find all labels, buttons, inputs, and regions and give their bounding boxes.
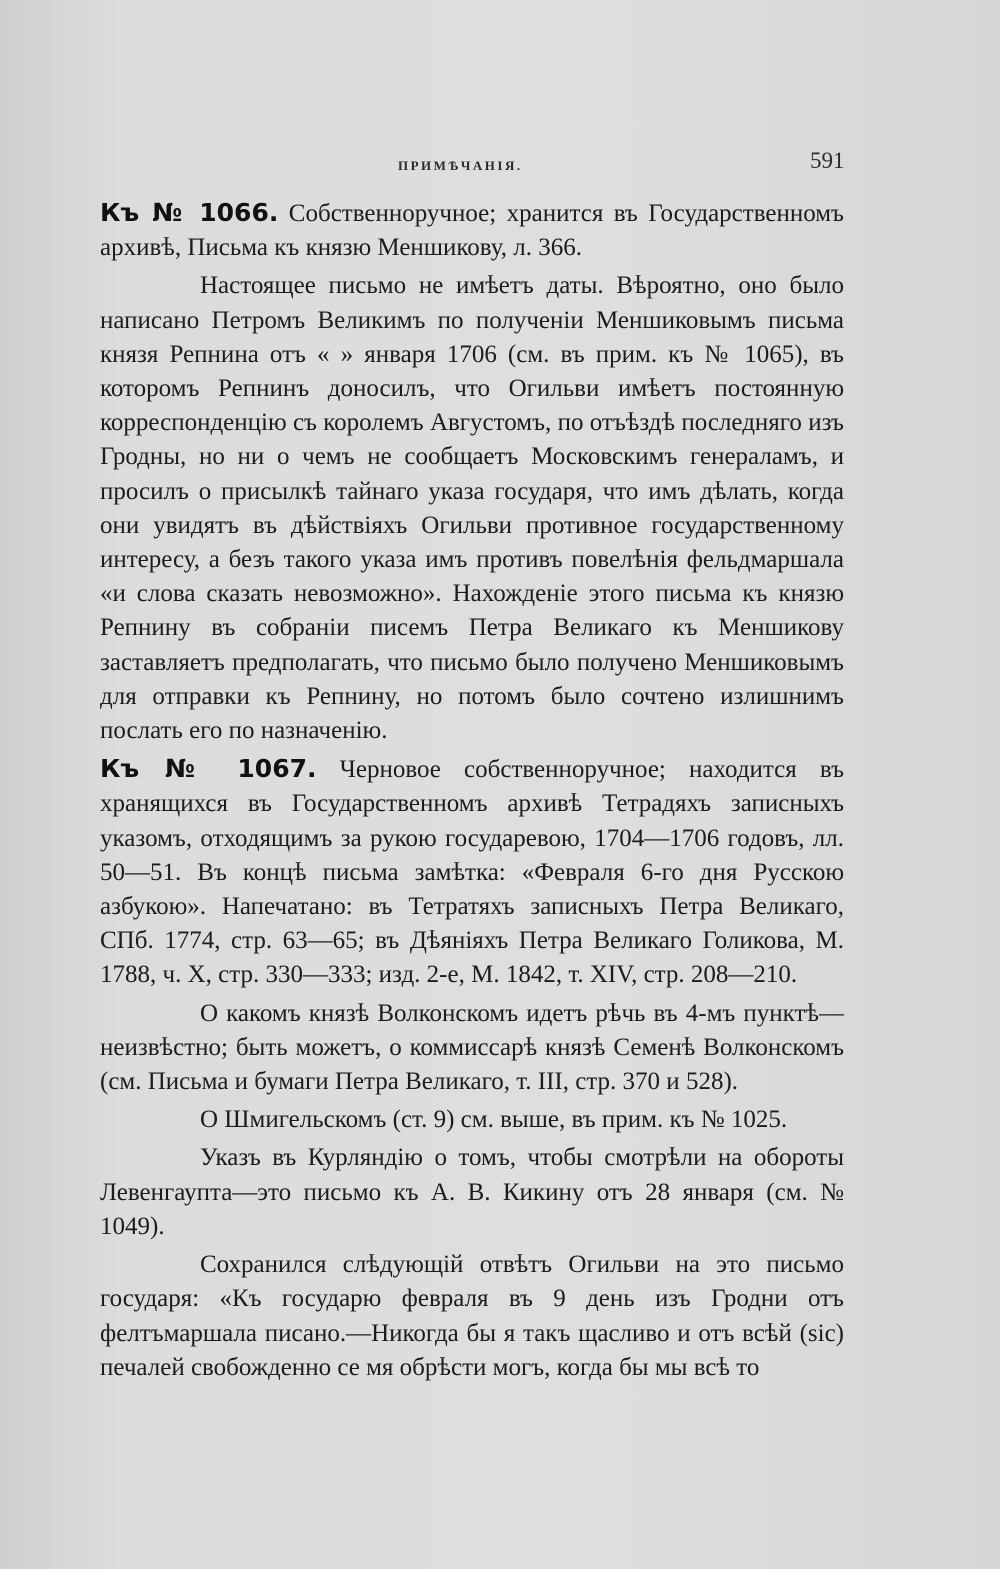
notes-body bbox=[100, 196, 844, 1385]
note-text-1066: Собственноручное; хранится въ Государственномъ архивѣ, Письма къ князю Меншикову, л. 366. bbox=[100, 200, 844, 262]
note-paragraph: Сохранился слѣдующій отвѣтъ Огильви на это письмо государя: «Къ государю февраля въ 9 день изъ Гродни отъ фелтъмаршала писано.—Никогда бы я такъ щасливо и отъ всѣй (sic) печалей свобожденно се мя обрѣсти могъ, когда бы мы всѣ то bbox=[100, 1251, 844, 1381]
note-entry-1067 bbox=[100, 752, 844, 992]
page-number: 591 bbox=[810, 148, 845, 173]
note-entry-1066 bbox=[100, 196, 844, 265]
note-label-1067: Къ № 1067. bbox=[100, 754, 317, 784]
note-paragraph: О Шмигельскомъ (ст. 9) см. выше, въ прим. къ № 1025. bbox=[200, 1106, 788, 1134]
note-label-1066: Къ № 1066. bbox=[100, 198, 279, 227]
running-header bbox=[0, 148, 1000, 178]
note-paragraph: О какомъ князѣ Волконскомъ идетъ рѣчь въ 4-мъ пунктѣ—неизвѣстно; быть можетъ, о коммиссарѣ князѣ Семенѣ Волконскомъ (см. Письма и бумаги Петра Великаго, т. III, стр. 370 и 528). bbox=[100, 999, 844, 1096]
note-paragraph: Указъ въ Курляндію о томъ, чтобы смотрѣли на обороты Левенгаупта—это письмо къ А. В. Кикину отъ 28 января (см. № 1049). bbox=[100, 1144, 844, 1240]
note-text-1067: Черновое собственноручное; находится въ хранящихся въ Государственномъ архивѣ Тетрадяхъ записныхъ указомъ, отходящимъ за рукою государевою, 1704—1706 годовъ, лл. 50—51. Въ концѣ письма замѣтка: «Февраля 6-го дня Русскою азбукою». Напечатано: въ Тетратяхъ записныхъ Петра Великаго, СПб. 1774, стр. 63—65; въ Дѣяніяхъ Петра Великаго Голикова, М. 1788, ч. X, стр. 330—333; изд. 2-е, М. 1842, т. XIV, стр. 208—210. bbox=[100, 756, 844, 989]
note-paragraph: Настоящее письмо не имѣетъ даты. Вѣроятно, оно было написано Петромъ Великимъ по полученіи Меншиковымъ письма князя Репнина отъ « » января 1706 (см. въ прим. къ № 1065), въ которомъ Репнинъ доносилъ, что Огильви имѣетъ постоянную корреспонденцію съ королемъ Августомъ, по отъѣздѣ последняго изъ Гродны, но ни о чемъ не сообщаетъ Московскимъ генераламъ, и просилъ о присылкѣ тайнаго указа государя, что имъ дѣлать, когда они увидятъ въ дѣйствіяхъ Огильви противное государственному интересу, а безъ такого указа имъ противъ повелѣнія фельдмаршала «и слова сказать невозможно». Нахожденіе этого письма къ князю Репнину въ собраніи писемъ Петра Великаго къ Меншикову заставляетъ предполагать, что письмо было получено Меншиковымъ для отправки къ Репнину, но потомъ было сочтено излишнимъ послать его по назначенію. bbox=[100, 272, 844, 745]
running-title: ПРИМѢЧАНІЯ. bbox=[398, 158, 523, 173]
